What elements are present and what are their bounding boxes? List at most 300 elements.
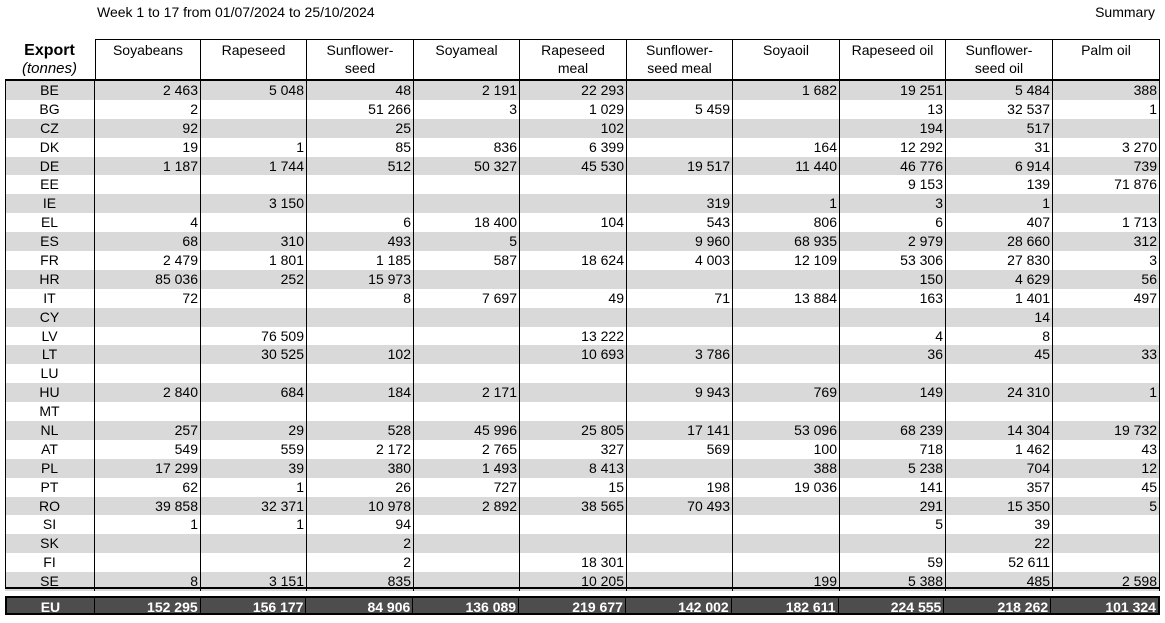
value-cell: 51 266 (307, 100, 414, 119)
value-cell (414, 553, 520, 572)
value-cell (733, 497, 840, 516)
value-cell (733, 100, 840, 119)
value-cell: 85 (307, 138, 414, 157)
value-cell: 3 150 (201, 194, 307, 213)
value-cell: 1 (1053, 100, 1160, 119)
value-cell: 5 238 (840, 459, 946, 478)
value-cell: 6 (307, 213, 414, 232)
value-cell: 19 036 (733, 478, 840, 497)
value-cell (95, 194, 201, 213)
table-row (5, 175, 1160, 194)
value-cell: 1 185 (307, 251, 414, 270)
value-cell (627, 402, 733, 421)
value-cell (1053, 402, 1160, 421)
value-cell: 150 (840, 270, 946, 289)
value-cell: 1 029 (520, 100, 627, 119)
value-cell: 5 484 (946, 81, 1053, 100)
value-cell: 38 565 (520, 497, 627, 516)
value-cell (520, 515, 627, 534)
value-cell: 380 (307, 459, 414, 478)
value-cell: 3 270 (1053, 138, 1160, 157)
value-cell: 684 (201, 383, 307, 402)
value-cell: 46 776 (840, 157, 946, 176)
value-cell (307, 308, 414, 327)
value-cell: 257 (95, 421, 201, 440)
value-cell: 24 310 (946, 383, 1053, 402)
value-cell (1053, 308, 1160, 327)
value-cell: 2 172 (307, 440, 414, 459)
value-cell (946, 364, 1053, 383)
report-title: Week 1 to 17 from 01/07/2024 to 25/10/2024 (97, 4, 375, 20)
value-cell (201, 402, 307, 421)
value-cell (414, 327, 520, 346)
value-cell: 198 (627, 478, 733, 497)
value-cell: 18 624 (520, 251, 627, 270)
value-cell: 5 (840, 515, 946, 534)
value-cell: 10 693 (520, 345, 627, 364)
country-code: CZ (5, 119, 95, 138)
value-cell: 59 (840, 553, 946, 572)
value-cell: 2 463 (95, 81, 201, 100)
value-cell: 32 371 (201, 497, 307, 516)
value-cell (414, 119, 520, 138)
country-code: NL (5, 421, 95, 440)
value-cell: 36 (840, 345, 946, 364)
value-cell: 543 (627, 213, 733, 232)
value-cell: 388 (1053, 81, 1160, 100)
value-cell (201, 364, 307, 383)
value-cell: 8 (946, 327, 1053, 346)
value-cell: 13 884 (733, 289, 840, 308)
value-cell: 68 (95, 232, 201, 251)
value-cell: 45 (946, 345, 1053, 364)
value-cell: 319 (627, 194, 733, 213)
column-header-9: Sunflower- seed oil (946, 39, 1053, 79)
value-cell (201, 175, 307, 194)
value-cell: 6 914 (946, 157, 1053, 176)
value-cell: 3 (1053, 251, 1160, 270)
value-cell: 493 (307, 232, 414, 251)
value-cell: 4 629 (946, 270, 1053, 289)
value-cell: 497 (1053, 289, 1160, 308)
value-cell: 101 324 (1105, 599, 1156, 613)
value-cell (520, 194, 627, 213)
value-cell: 25 805 (520, 421, 627, 440)
value-cell: 149 (840, 383, 946, 402)
value-cell: 1 (201, 478, 307, 497)
table-row (5, 308, 1160, 327)
value-cell (414, 345, 520, 364)
table-row (5, 251, 1160, 270)
value-cell (520, 308, 627, 327)
value-cell: 84 906 (306, 598, 413, 613)
value-cell (201, 119, 307, 138)
value-cell: 2 598 (1053, 572, 1160, 591)
value-cell: 836 (414, 138, 520, 157)
eu-total-row (5, 596, 1160, 615)
value-cell: 45 996 (414, 421, 520, 440)
table-row (5, 138, 1160, 157)
value-cell: 31 (946, 138, 1053, 157)
value-cell (1053, 364, 1160, 383)
value-cell: 2 191 (414, 81, 520, 100)
table-row (5, 478, 1160, 497)
value-cell (627, 459, 733, 478)
country-code: HU (5, 383, 95, 402)
value-cell: 5 048 (201, 81, 307, 100)
value-cell (307, 175, 414, 194)
table-row (5, 232, 1160, 251)
value-cell (627, 175, 733, 194)
value-cell (520, 232, 627, 251)
value-cell: 1 (201, 515, 307, 534)
summary-label: Summary (1095, 4, 1155, 20)
table-row (5, 194, 1160, 213)
value-cell: 18 301 (520, 553, 627, 572)
value-cell: 48 (307, 81, 414, 100)
value-cell: 13 (840, 100, 946, 119)
value-cell: 156 177 (201, 598, 307, 613)
country-code: SI (5, 515, 95, 534)
value-cell (733, 270, 840, 289)
value-cell: 357 (946, 478, 1053, 497)
value-cell (627, 534, 733, 553)
country-code: MT (5, 402, 95, 421)
country-code: EE (5, 175, 95, 194)
value-cell (733, 553, 840, 572)
value-cell: 14 (946, 308, 1053, 327)
column-header-3: Sunflower- seed (307, 39, 414, 79)
table-row (5, 100, 1160, 119)
value-cell (520, 270, 627, 289)
value-cell (1053, 534, 1160, 553)
value-cell (95, 402, 201, 421)
value-cell: 139 (946, 175, 1053, 194)
value-cell: 19 732 (1053, 421, 1160, 440)
value-cell: 194 (840, 119, 946, 138)
value-cell: 252 (201, 270, 307, 289)
value-cell: 835 (307, 572, 414, 591)
value-cell (307, 194, 414, 213)
value-cell (201, 213, 307, 232)
table-row (5, 327, 1160, 346)
value-cell: 528 (307, 421, 414, 440)
value-cell: 5 388 (840, 572, 946, 591)
column-header-10: Palm oil (1053, 39, 1160, 79)
value-cell (414, 402, 520, 421)
value-cell: 102 (520, 119, 627, 138)
value-cell: 3 (840, 194, 946, 213)
value-cell: 29 (201, 421, 307, 440)
country-code: IT (5, 289, 95, 308)
value-cell (733, 402, 840, 421)
value-cell: 1 (95, 515, 201, 534)
value-cell: 53 306 (840, 251, 946, 270)
value-cell: 2 (95, 100, 201, 119)
table-row (5, 383, 1160, 402)
value-cell: 164 (733, 138, 840, 157)
value-cell: 19 517 (627, 157, 733, 176)
table-row (5, 213, 1160, 232)
value-cell: 407 (946, 213, 1053, 232)
column-header-4: Soyameal (414, 39, 520, 79)
value-cell (733, 175, 840, 194)
value-cell (520, 534, 627, 553)
table-row (5, 270, 1160, 289)
value-cell (840, 364, 946, 383)
value-cell (1053, 194, 1160, 213)
value-cell: 45 (1053, 478, 1160, 497)
table-row (5, 534, 1160, 553)
value-cell: 2 479 (95, 251, 201, 270)
table-row (5, 572, 1160, 591)
value-cell: 8 (95, 572, 201, 591)
country-code: FR (5, 251, 95, 270)
value-cell (414, 270, 520, 289)
country-code: EU (7, 598, 95, 613)
value-cell: 2 840 (95, 383, 201, 402)
value-cell: 1 713 (1053, 213, 1160, 232)
country-code: EL (5, 213, 95, 232)
value-cell: 26 (307, 478, 414, 497)
value-cell: 2 979 (840, 232, 946, 251)
value-cell (627, 553, 733, 572)
value-cell: 1 (733, 194, 840, 213)
value-cell: 53 096 (733, 421, 840, 440)
value-cell: 219 677 (519, 598, 626, 613)
value-cell (946, 402, 1053, 421)
value-cell (1053, 327, 1160, 346)
value-cell (95, 345, 201, 364)
value-cell (627, 364, 733, 383)
value-cell (840, 534, 946, 553)
value-cell (627, 119, 733, 138)
value-cell: 68 239 (840, 421, 946, 440)
value-cell (733, 364, 840, 383)
column-header-5: Rapeseed meal (520, 39, 627, 79)
table-row (5, 119, 1160, 138)
value-cell: 12 292 (840, 138, 946, 157)
value-cell (414, 364, 520, 383)
value-cell: 12 109 (733, 251, 840, 270)
value-cell (95, 534, 201, 553)
value-cell: 3 151 (201, 572, 307, 591)
value-cell: 17 299 (95, 459, 201, 478)
column-header-2: Rapeseed (201, 39, 307, 79)
value-cell: 12 (1053, 459, 1160, 478)
value-cell (627, 81, 733, 100)
value-cell: 5 (414, 232, 520, 251)
value-cell: 587 (414, 251, 520, 270)
country-code: DE (5, 157, 95, 176)
table-row (5, 289, 1160, 308)
value-cell: 39 (946, 515, 1053, 534)
value-cell: 1 493 (414, 459, 520, 478)
value-cell: 152 295 (95, 598, 201, 613)
value-cell: 1 462 (946, 440, 1053, 459)
value-cell: 18 400 (414, 213, 520, 232)
value-cell: 39 (201, 459, 307, 478)
country-code: PL (5, 459, 95, 478)
value-cell: 6 (840, 213, 946, 232)
export-label: Export (24, 42, 75, 59)
value-cell: 71 (627, 289, 733, 308)
export-header (5, 42, 94, 78)
value-cell: 22 (946, 534, 1053, 553)
table-row (5, 497, 1160, 516)
value-cell: 13 222 (520, 327, 627, 346)
value-cell: 14 304 (946, 421, 1053, 440)
value-cell: 19 251 (840, 81, 946, 100)
table-row (5, 157, 1160, 176)
country-code: AT (5, 440, 95, 459)
value-cell (733, 119, 840, 138)
country-code: LV (5, 327, 95, 346)
value-cell (733, 327, 840, 346)
value-cell: 72 (95, 289, 201, 308)
value-cell: 4 (840, 327, 946, 346)
value-cell (520, 175, 627, 194)
value-cell: 8 413 (520, 459, 627, 478)
value-cell: 312 (1053, 232, 1160, 251)
value-cell: 30 525 (201, 345, 307, 364)
value-cell: 71 876 (1053, 175, 1160, 194)
value-cell (201, 308, 307, 327)
country-code: SK (5, 534, 95, 553)
value-cell: 45 530 (520, 157, 627, 176)
value-cell (840, 402, 946, 421)
column-header-8: Rapeseed oil (840, 39, 946, 79)
value-cell: 43 (1053, 440, 1160, 459)
value-cell (95, 327, 201, 346)
column-header-1: Soyabeans (95, 39, 201, 79)
value-cell: 1 801 (201, 251, 307, 270)
table-row (5, 553, 1160, 572)
country-code: ES (5, 232, 95, 251)
country-code: DK (5, 138, 95, 157)
value-cell (627, 138, 733, 157)
value-cell: 39 858 (95, 497, 201, 516)
value-cell: 569 (627, 440, 733, 459)
value-cell: 27 830 (946, 251, 1053, 270)
value-cell: 7 697 (414, 289, 520, 308)
value-cell: 100 (733, 440, 840, 459)
data-table (5, 81, 1160, 591)
value-cell: 485 (946, 572, 1053, 591)
table-row (5, 402, 1160, 421)
value-cell: 15 973 (307, 270, 414, 289)
value-cell (307, 402, 414, 421)
value-cell: 806 (733, 213, 840, 232)
table-row (5, 421, 1160, 440)
value-cell: 85 036 (95, 270, 201, 289)
value-cell (1053, 515, 1160, 534)
column-header-6: Sunflower- seed meal (627, 39, 733, 79)
value-cell: 92 (95, 119, 201, 138)
value-cell: 6 399 (520, 138, 627, 157)
value-cell: 559 (201, 440, 307, 459)
value-cell: 70 493 (627, 497, 733, 516)
value-cell: 76 509 (201, 327, 307, 346)
value-cell: 2 (307, 553, 414, 572)
value-cell (95, 553, 201, 572)
country-code: FI (5, 553, 95, 572)
country-code: BE (5, 81, 95, 100)
value-cell: 2 892 (414, 497, 520, 516)
value-cell: 102 (307, 345, 414, 364)
value-cell: 727 (414, 478, 520, 497)
value-cell: 9 153 (840, 175, 946, 194)
value-cell: 517 (946, 119, 1053, 138)
value-cell: 1 187 (95, 157, 201, 176)
country-code: BG (5, 100, 95, 119)
value-cell (95, 308, 201, 327)
value-cell (414, 308, 520, 327)
value-cell: 3 786 (627, 345, 733, 364)
column-header-7: Soyaoil (733, 39, 840, 79)
value-cell (627, 572, 733, 591)
value-cell: 718 (840, 440, 946, 459)
value-cell: 310 (201, 232, 307, 251)
value-cell: 15 (520, 478, 627, 497)
value-cell: 104 (520, 213, 627, 232)
value-cell: 10 978 (307, 497, 414, 516)
value-cell: 22 293 (520, 81, 627, 100)
value-cell: 49 (520, 289, 627, 308)
value-cell (627, 270, 733, 289)
value-cell: 1 (946, 194, 1053, 213)
value-cell: 199 (733, 572, 840, 591)
value-cell: 136 089 (413, 598, 519, 613)
value-cell: 739 (1053, 157, 1160, 176)
value-cell (733, 534, 840, 553)
value-cell (201, 100, 307, 119)
value-cell: 5 (1053, 497, 1160, 516)
value-cell (840, 308, 946, 327)
value-cell (627, 308, 733, 327)
value-cell (414, 534, 520, 553)
value-cell: 25 (307, 119, 414, 138)
value-cell: 4 003 (627, 251, 733, 270)
value-cell: 3 (414, 100, 520, 119)
value-cell: 28 660 (946, 232, 1053, 251)
value-cell (414, 572, 520, 591)
value-cell: 68 935 (733, 232, 840, 251)
value-cell (733, 308, 840, 327)
value-cell: 1 (201, 138, 307, 157)
value-cell: 2 (307, 534, 414, 553)
value-cell: 704 (946, 459, 1053, 478)
value-cell: 512 (307, 157, 414, 176)
value-cell: 62 (95, 478, 201, 497)
value-cell: 10 205 (520, 572, 627, 591)
value-cell: 52 611 (946, 553, 1053, 572)
value-cell (95, 364, 201, 383)
value-cell (520, 402, 627, 421)
value-cell (414, 175, 520, 194)
country-code: IE (5, 194, 95, 213)
value-cell: 94 (307, 515, 414, 534)
country-code: PT (5, 478, 95, 497)
value-cell: 1 (1053, 383, 1160, 402)
value-cell (627, 327, 733, 346)
value-cell: 184 (307, 383, 414, 402)
value-cell: 549 (95, 440, 201, 459)
value-cell: 182 611 (732, 598, 839, 613)
value-cell (627, 515, 733, 534)
value-cell: 9 943 (627, 383, 733, 402)
value-cell: 33 (1053, 345, 1160, 364)
